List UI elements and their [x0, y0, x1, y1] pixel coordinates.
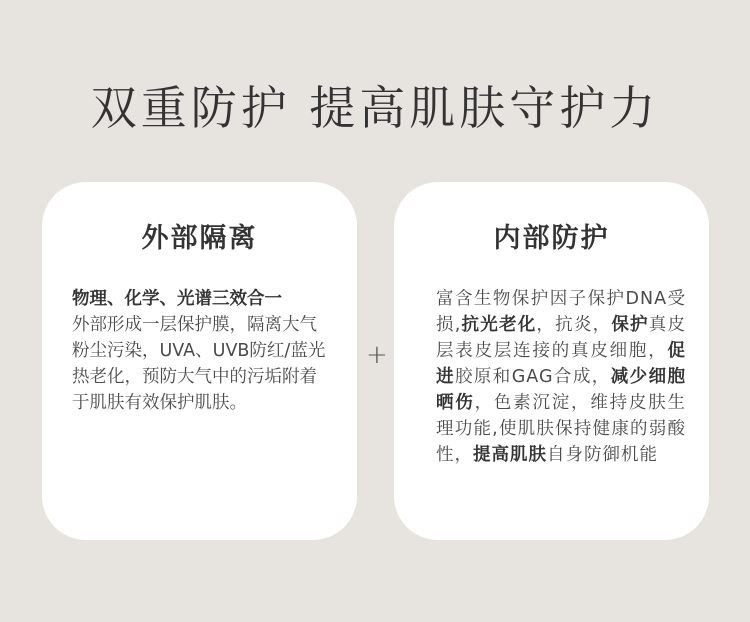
internal-text-segment: 真皮层表皮层连接的真皮细胞，	[436, 315, 687, 361]
internal-text-segment: ，抗炎，	[536, 315, 612, 335]
internal-text-segment: 胶原和GAG合成，	[454, 367, 611, 387]
internal-highlight-segment: 提高肌肤	[473, 445, 547, 465]
external-isolation-text: 外部形成一层保护膜，隔离大气粉尘污染，UVA、UVB防红/蓝光热老化，预防大气中的污垢附着于肌肤有效保护肌肤。	[72, 315, 326, 413]
internal-protection-body	[436, 286, 686, 468]
internal-highlight-segment: 促进	[436, 341, 686, 387]
internal-protection-card	[394, 182, 709, 540]
internal-highlight-segment: 减少细胞晒伤	[436, 367, 687, 413]
internal-highlight-segment: 抗光老化	[461, 315, 537, 335]
internal-protection-title: 内部防护	[493, 223, 610, 254]
external-isolation-card	[42, 182, 357, 540]
internal-text-segment: 富含生物保护因子保护DNA受损,	[436, 289, 686, 335]
internal-highlight-segment: 保护	[611, 315, 649, 335]
external-isolation-title: 外部隔离	[141, 223, 258, 254]
internal-text-segment: ，色素沉淀，维持皮肤生理功能,使肌肤保持健康的弱酸性，	[436, 393, 687, 465]
external-isolation-body	[72, 286, 332, 416]
page-headline: 双重防护 提高肌肤守护力	[90, 81, 660, 135]
internal-text-segment: 自身防御机能	[547, 445, 658, 465]
plus-sign: +	[366, 340, 388, 370]
external-isolation-lead: 物理、化学、光谱三效合一	[72, 289, 282, 309]
